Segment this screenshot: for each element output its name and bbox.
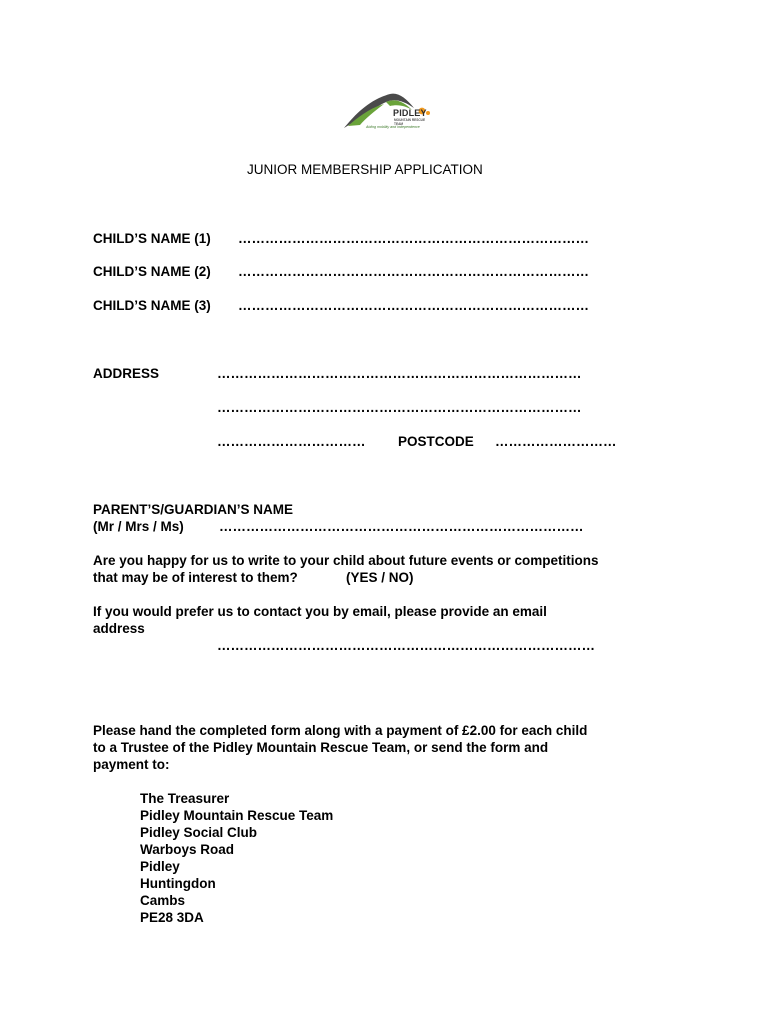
parent-name-field[interactable]: ……………………………………………………………………… [219,519,584,534]
email-prompt-line-1: If you would prefer us to contact you by email, please provide an email [93,604,547,619]
child-name-field-3[interactable]: …………………………………………………………………… [238,298,589,313]
consent-question-line-1: Are you happy for us to write to your child about future events or competitions [93,553,599,568]
address-field-3[interactable]: …………………………… [217,434,366,449]
postal-address-line: Cambs [140,893,186,908]
email-prompt-line-2: address [93,621,145,636]
email-field[interactable]: ………………………………………………………………………… [217,638,595,653]
logo-brand-text: PIDLEY [393,108,427,118]
child-name-label-1: CHILD’S NAME (1) [93,231,211,246]
form-title: JUNIOR MEMBERSHIP APPLICATION [247,162,483,177]
postal-address-line: Warboys Road [140,842,235,857]
postcode-label: POSTCODE [398,434,474,449]
payment-instructions-line-1: Please hand the completed form along with a payment of £2.00 for each child [93,723,588,738]
child-name-field-1[interactable]: …………………………………………………………………… [238,231,589,246]
postal-address-line: Pidley Social Club [140,825,258,840]
pidley-logo [340,90,435,136]
postal-address-line: Pidley [140,859,180,874]
logo-subtitle: MOUNTAIN RESCUE TEAM [394,118,426,126]
postal-address-line: PE28 3DA [140,910,204,925]
child-name-label-2: CHILD’S NAME (2) [93,264,211,279]
logo-tagline: Aiding mobility and independence [366,125,420,129]
parent-name-label: PARENT’S/GUARDIAN’S NAME [93,502,294,517]
postcode-field[interactable]: ……………………… [495,434,617,449]
postal-address-line: Pidley Mountain Rescue Team [140,808,334,823]
postal-address-line: Huntingdon [140,876,216,891]
child-name-label-3: CHILD’S NAME (3) [93,298,211,313]
child-name-field-2[interactable]: …………………………………………………………………… [238,264,589,279]
parent-title-options: (Mr / Mrs / Ms) [93,519,184,534]
address-label: ADDRESS [93,366,160,381]
payment-instructions-line-3: payment to: [93,757,170,772]
yes-no-option[interactable]: (YES / NO) [346,570,414,585]
payment-instructions-line-2: to a Trustee of the Pidley Mountain Rescue Team, or send the form and [93,740,549,755]
consent-question-line-2: that may be of interest to them? [93,570,298,585]
address-field-2[interactable]: ……………………………………………………………………… [217,400,582,415]
address-field-1[interactable]: ……………………………………………………………………… [217,366,582,381]
postal-address-line: The Treasurer [140,791,230,806]
